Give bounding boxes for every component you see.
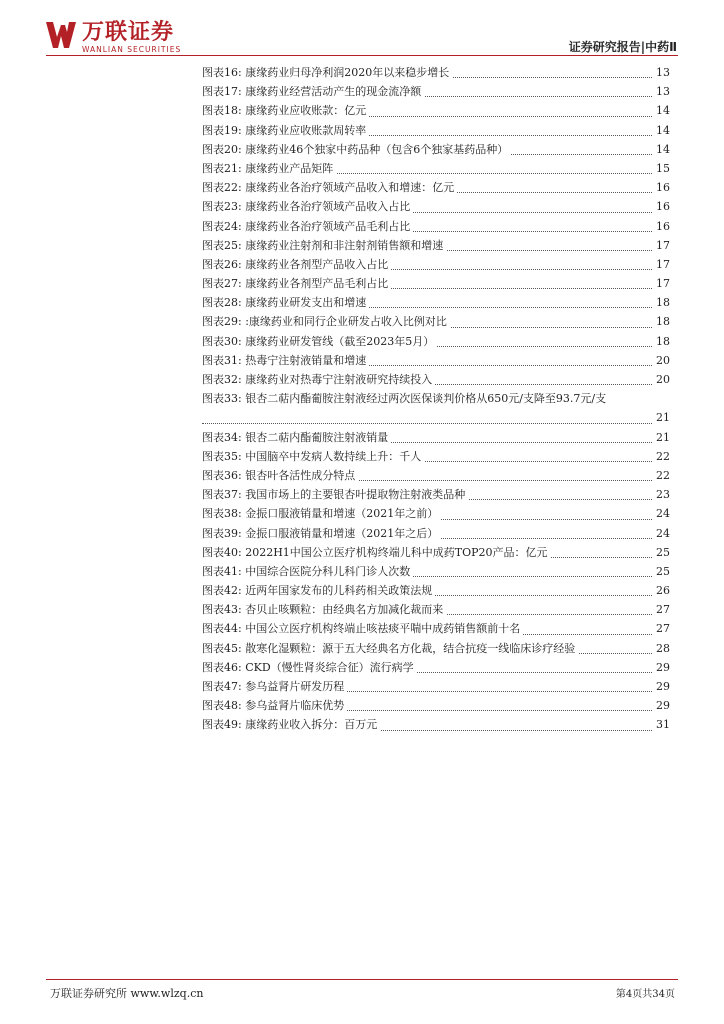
toc-entry-label: 图表20: 康缘药业46个独家中药品种（包含6个独家基药品种） <box>202 140 511 159</box>
toc-entry[interactable] <box>202 63 670 82</box>
toc-entry-page: 18 <box>654 312 670 331</box>
page-header <box>0 0 724 60</box>
report-title: 证券研究报告|中药Ⅱ <box>568 40 677 54</box>
toc-entry-label: 图表25: 康缘药业注射剂和非注射剂销售额和增速 <box>202 236 446 255</box>
toc-entry[interactable] <box>202 351 670 370</box>
toc-entry[interactable] <box>202 581 670 600</box>
toc-entry-label: 图表38: 金振口服液销量和增速（2021年之前） <box>202 504 441 523</box>
brand-name-en: WANLIAN SECURITIES <box>82 45 182 54</box>
toc-entry-page: 14 <box>654 140 670 159</box>
toc-entry-page: 16 <box>654 197 670 216</box>
toc-entry[interactable] <box>202 677 670 696</box>
toc-entry[interactable] <box>202 332 670 351</box>
toc-entry-page: 16 <box>654 178 670 197</box>
toc-entry-label: 图表26: 康缘药业各剂型产品收入占比 <box>202 255 391 274</box>
toc-entry-label: 图表19: 康缘药业应收账款周转率 <box>202 121 369 140</box>
toc-entry-label: 图表44: 中国公立医疗机构终端止咳祛痰平喘中成药销售额前十名 <box>202 619 523 638</box>
toc-entry-page: 14 <box>654 121 670 140</box>
toc-entry-page: 31 <box>654 715 670 734</box>
toc-entry[interactable] <box>202 600 670 619</box>
toc-entry[interactable] <box>202 82 670 101</box>
toc-entry-page: 18 <box>654 293 670 312</box>
toc-entry-label: 图表28: 康缘药业研发支出和增速 <box>202 293 369 312</box>
toc-entry-page: 16 <box>654 217 670 236</box>
toc-entry[interactable] <box>202 178 670 197</box>
toc-entry[interactable] <box>202 236 670 255</box>
toc-entry[interactable] <box>202 658 670 677</box>
toc-entry-label: 图表49: 康缘药业收入拆分：百万元 <box>202 715 380 734</box>
footer-source: 万联证券研究所 www.wlzq.cn <box>50 987 204 1000</box>
toc-entry-label: 图表32: 康缘药业对热毒宁注射液研究持续投入 <box>202 370 435 389</box>
toc-entry-label: 图表39: 金振口服液销量和增速（2021年之后） <box>202 524 441 543</box>
toc-entry-label: 图表35: 中国脑卒中发病人数持续上升：千人 <box>202 447 424 466</box>
toc-entry-label: 图表16: 康缘药业归母净利润2020年以来稳步增长 <box>202 63 452 82</box>
toc-entry[interactable] <box>202 428 670 447</box>
toc-entry[interactable] <box>202 312 670 331</box>
toc-entry-page: 20 <box>654 370 670 389</box>
toc-entry[interactable] <box>202 217 670 236</box>
toc-entry-label: 图表43: 杏贝止咳颗粒：由经典名方加减化裁而来 <box>202 600 446 619</box>
toc-entry[interactable] <box>202 389 670 427</box>
toc-entry[interactable] <box>202 159 670 178</box>
brand-name-cn: 万联证券 <box>82 20 175 45</box>
toc-entry-page: 24 <box>654 524 670 543</box>
toc-entry-page: 24 <box>654 504 670 523</box>
toc-entry[interactable] <box>202 485 670 504</box>
toc-entry-page: 28 <box>654 639 670 658</box>
toc-entry-label: 图表29: :康缘药业和同行企业研发占收入比例对比 <box>202 312 450 331</box>
toc-entry-page: 15 <box>654 159 670 178</box>
brand-logo <box>46 22 181 54</box>
toc-entry-label: 图表21: 康缘药业产品矩阵 <box>202 159 336 178</box>
toc-entry[interactable] <box>202 121 670 140</box>
header-divider <box>46 55 678 56</box>
toc-entry[interactable] <box>202 562 670 581</box>
toc-entry[interactable] <box>202 140 670 159</box>
toc-entry-page: 17 <box>654 236 670 255</box>
figure-list <box>202 63 670 735</box>
toc-entry-label: 图表18: 康缘药业应收账款：亿元 <box>202 101 369 120</box>
toc-entry-label: 图表30: 康缘药业研发管线（截至2023年5月） <box>202 332 437 351</box>
toc-entry[interactable] <box>202 447 670 466</box>
toc-entry[interactable] <box>202 524 670 543</box>
toc-entry-page: 13 <box>654 63 670 82</box>
toc-entry-page: 14 <box>654 101 670 120</box>
toc-entry-label: 图表47: 参乌益肾片研发历程 <box>202 677 347 696</box>
footer-divider <box>46 979 678 980</box>
toc-entry-label: 图表17: 康缘药业经营活动产生的现金流净额 <box>202 82 424 101</box>
toc-entry-page: 13 <box>654 82 670 101</box>
toc-entry-page: 22 <box>654 447 670 466</box>
toc-entry-page: 27 <box>654 600 670 619</box>
toc-entry-page: 25 <box>654 562 670 581</box>
toc-entry-label: 图表45: 散寒化湿颗粒：源于五大经典名方化裁，结合抗疫一线临床诊疗经验 <box>202 639 578 658</box>
toc-entry[interactable] <box>202 639 670 658</box>
toc-entry[interactable] <box>202 466 670 485</box>
toc-entry-page: 27 <box>654 619 670 638</box>
toc-entry-label: 图表27: 康缘药业各剂型产品毛利占比 <box>202 274 391 293</box>
toc-entry-page: 29 <box>654 696 670 715</box>
toc-entry[interactable] <box>202 255 670 274</box>
toc-entry[interactable] <box>202 715 670 734</box>
toc-entry-label: 图表36: 银杏叶各活性成分特点 <box>202 466 358 485</box>
toc-entry-page: 20 <box>654 351 670 370</box>
toc-entry-page: 29 <box>654 677 670 696</box>
toc-entry-page: 21 <box>654 408 670 427</box>
toc-entry-page: 18 <box>654 332 670 351</box>
toc-entry-label: 图表40: 2022H1中国公立医疗机构终端儿科中成药TOP20产品：亿元 <box>202 543 551 562</box>
toc-entry[interactable] <box>202 274 670 293</box>
toc-entry[interactable] <box>202 696 670 715</box>
toc-entry-label: 图表46: CKD（慢性肾炎综合征）流行病学 <box>202 658 417 677</box>
leader-dots <box>202 423 652 424</box>
toc-entry-page: 23 <box>654 485 670 504</box>
toc-entry-label: 图表41: 中国综合医院分科儿科门诊人次数 <box>202 562 413 581</box>
wanlian-w-logo-icon <box>46 22 76 48</box>
toc-entry-label: 图表48: 参乌益肾片临床优势 <box>202 696 347 715</box>
toc-entry-label: 图表23: 康缘药业各治疗领域产品收入占比 <box>202 197 413 216</box>
toc-entry-label: 图表31: 热毒宁注射液销量和增速 <box>202 351 369 370</box>
toc-entry-label: 图表33: 银杏二萜内酯葡胺注射液经过两次医保谈判价格从650元/支降至93.7元/支 <box>202 389 670 408</box>
toc-entry-page: 26 <box>654 581 670 600</box>
toc-entry[interactable] <box>202 543 670 562</box>
toc-entry-label: 图表37: 我国市场上的主要银杏叶提取物注射液类品种 <box>202 485 468 504</box>
toc-entry[interactable] <box>202 619 670 638</box>
toc-entry-label: 图表22: 康缘药业各治疗领域产品收入和增速：亿元 <box>202 178 457 197</box>
toc-entry-label: 图表42: 近两年国家发布的儿科药相关政策法规 <box>202 581 435 600</box>
page-number: 第4页共34页 <box>615 989 675 1000</box>
toc-entry[interactable] <box>202 197 670 216</box>
toc-entry-page: 25 <box>654 543 670 562</box>
toc-entry-label: 图表24: 康缘药业各治疗领域产品毛利占比 <box>202 217 413 236</box>
toc-entry-page: 22 <box>654 466 670 485</box>
toc-entry[interactable] <box>202 370 670 389</box>
toc-entry-page: 29 <box>654 658 670 677</box>
toc-entry-label: 图表34: 银杏二萜内酯葡胺注射液销量 <box>202 428 391 447</box>
toc-entry[interactable] <box>202 101 670 120</box>
toc-entry[interactable] <box>202 293 670 312</box>
toc-entry-page: 17 <box>654 255 670 274</box>
toc-entry[interactable] <box>202 504 670 523</box>
toc-entry-page: 17 <box>654 274 670 293</box>
toc-entry-page: 21 <box>654 428 670 447</box>
